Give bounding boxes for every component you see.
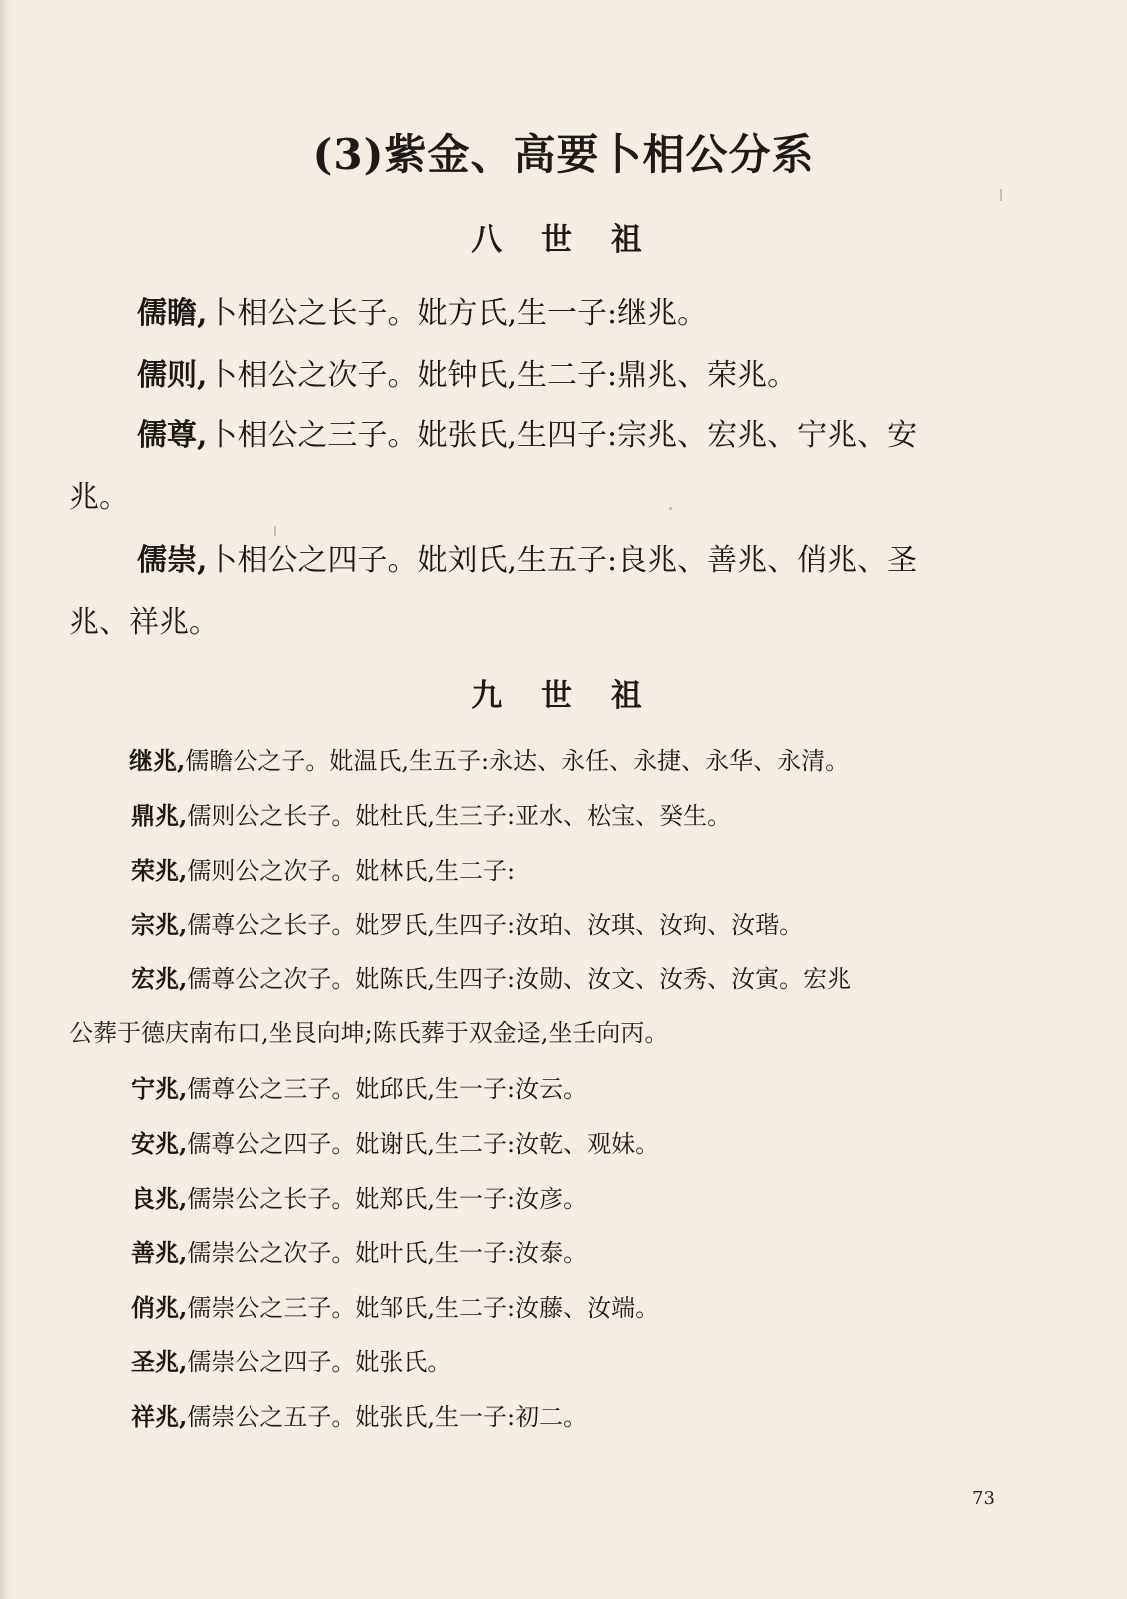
entry-name: 鼎兆,: [131, 801, 188, 830]
entry-name: 荣兆,: [131, 856, 188, 885]
entry-text: 儒尊公之次子。妣陈氏,生四子:汝勋、汝文、汝秀、汝寅。宏兆: [187, 965, 852, 993]
entry-name: 俏兆,: [131, 1293, 188, 1322]
entry-name: 继兆,: [129, 746, 186, 775]
entry-text: 卜相公之长子。妣方氏,生一子:继兆。: [207, 296, 708, 331]
ninth-entry-10: [131, 1292, 659, 1324]
entry-name: 安兆,: [131, 1129, 188, 1158]
ninth-entry-5: [131, 963, 851, 995]
entry-name: 善兆,: [131, 1238, 188, 1267]
page-title: (3)紫金、高要卜相公分系: [312, 130, 815, 179]
ninth-entry-5-continuation: 公葬于德庆南布口,坐艮向坤;陈氏葬于双金迳,坐壬向丙。: [69, 1019, 669, 1047]
entry-text: 儒尊公之四子。妣谢氏,生二子:汝乾、观妹。: [187, 1130, 660, 1158]
entry-name: 良兆,: [131, 1184, 188, 1213]
ninth-entry-8: [131, 1183, 587, 1215]
entry-name: 儒尊,: [137, 418, 208, 453]
entry-text: 卜相公之三子。妣张氏,生四子:宗兆、宏兆、宁兆、安: [207, 418, 918, 453]
ninth-entry-1: [129, 745, 849, 777]
eighth-entry-4-continuation: 兆、祥兆。: [69, 605, 219, 640]
ninth-entry-12: [131, 1401, 587, 1433]
scan-speck: [1000, 189, 1002, 201]
ninth-entry-11: [131, 1346, 451, 1378]
ninth-generation-heading: 九 世 祖: [471, 678, 656, 714]
entry-name: 祥兆,: [131, 1402, 188, 1431]
ninth-entry-2: [131, 800, 731, 832]
entry-text: 儒尊公之三子。妣邱氏,生一子:汝云。: [187, 1075, 588, 1103]
entry-name: 圣兆,: [131, 1347, 188, 1376]
eighth-entry-3: [137, 417, 917, 455]
entry-text: 儒则公之次子。妣林氏,生二子:: [187, 857, 516, 885]
entry-text: 卜相公之次子。妣钟氏,生二子:鼎兆、荣兆。: [207, 358, 798, 393]
entry-text: 儒崇公之次子。妣叶氏,生一子:汝泰。: [187, 1239, 588, 1267]
eighth-entry-4: [137, 542, 917, 580]
ninth-entry-6: [131, 1073, 587, 1105]
entry-text: 儒尊公之长子。妣罗氏,生四子:汝珀、汝琪、汝玽、汝瑎。: [187, 911, 804, 939]
eighth-entry-2: [137, 357, 797, 395]
eighth-entry-1: [137, 295, 707, 333]
entry-text: 儒崇公之三子。妣邹氏,生二子:汝藤、汝端。: [187, 1294, 660, 1322]
entry-text: 卜相公之四子。妣刘氏,生五子:良兆、善兆、俏兆、圣: [207, 543, 918, 578]
entry-text: 儒崇公之五子。妣张氏,生一子:初二。: [187, 1403, 588, 1431]
entry-text: 儒瞻公之子。妣温氏,生五子:永达、永任、永捷、永华、永清。: [185, 747, 850, 775]
entry-text: 儒崇公之长子。妣郑氏,生一子:汝彦。: [187, 1185, 588, 1213]
eighth-generation-heading: 八 世 祖: [471, 222, 656, 258]
entry-name: 儒瞻,: [137, 296, 208, 331]
ninth-entry-4: [131, 909, 803, 941]
page-number: 73: [972, 1488, 995, 1509]
entry-name: 儒则,: [137, 358, 208, 393]
ninth-entry-9: [131, 1237, 587, 1269]
entry-name: 宏兆,: [131, 964, 188, 993]
ninth-entry-3: [131, 855, 515, 887]
entry-name: 宗兆,: [131, 910, 188, 939]
scan-speck: [274, 526, 276, 536]
ninth-entry-7: [131, 1128, 659, 1160]
entry-name: 宁兆,: [131, 1074, 188, 1103]
entry-text: 儒崇公之四子。妣张氏。: [187, 1348, 452, 1376]
entry-name: 儒崇,: [137, 543, 208, 578]
eighth-entry-3-continuation: 兆。: [69, 480, 129, 515]
entry-text: 儒则公之长子。妣杜氏,生三子:亚水、松宝、癸生。: [187, 802, 732, 830]
scan-speck: [669, 507, 672, 510]
